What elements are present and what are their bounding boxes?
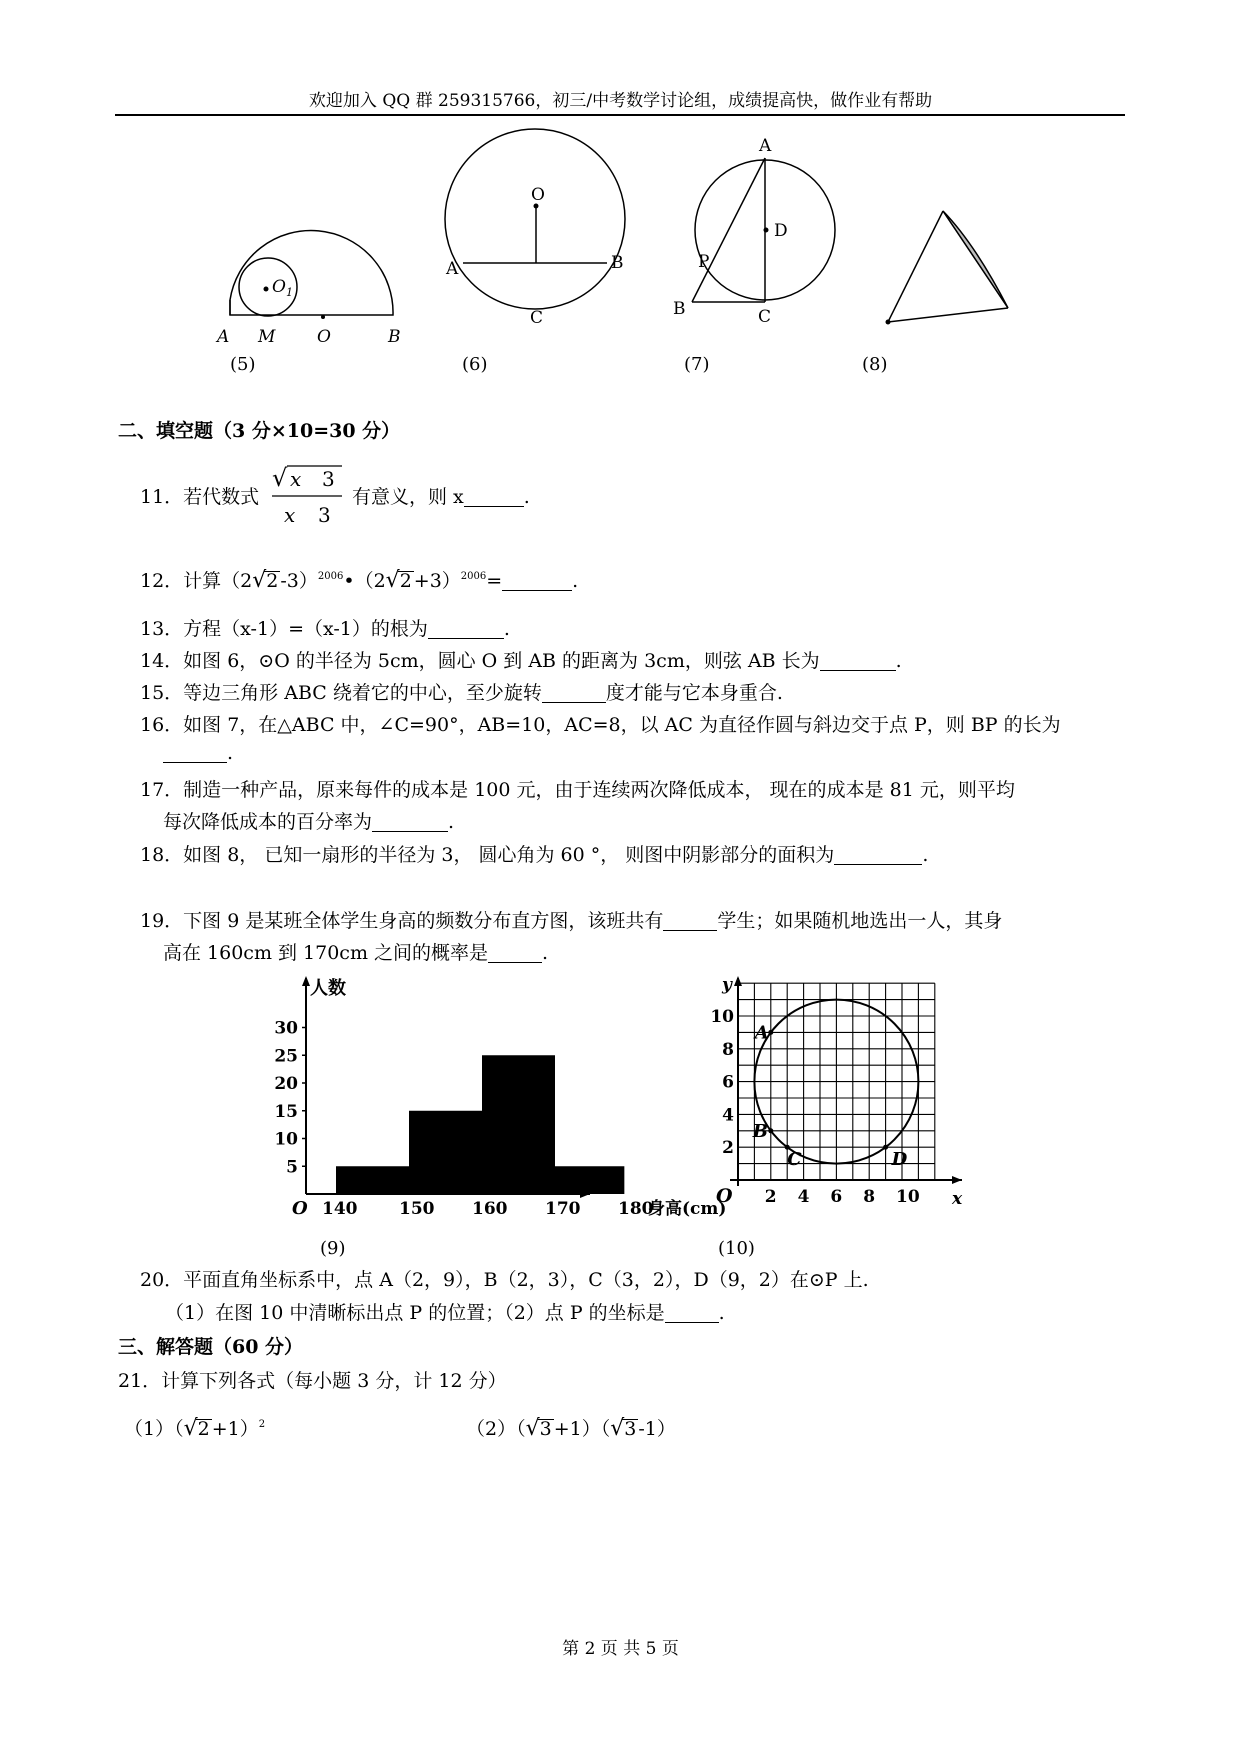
y-tick-label: 10 [274, 1129, 298, 1150]
svg-text:3: 3 [318, 503, 331, 527]
question-20: 20．平面直角坐标系中，点 A（2，9），B（2，3），C（3，2），D（9，2）在⊙P 上. [140, 1269, 869, 1291]
question-13: 13．方程（x-1）=（x-1）的根为 . [140, 618, 510, 640]
question-14: 14．如图 6，⊙O 的半径为 5cm，圆心 O 到 AB 的距离为 3cm，则弦 AB 长为 . [140, 650, 902, 672]
answer-blank[interactable] [820, 650, 896, 671]
question-11-suffix: 有意义，则 x . [352, 486, 530, 508]
label-b: B [673, 299, 686, 319]
question-19-cont: 高在 160cm 到 170cm 之间的概率是 . [163, 942, 549, 964]
answer-blank[interactable] [372, 811, 448, 832]
radius-1 [888, 211, 943, 322]
section-answer-title: 三、解答题（60 分） [118, 1336, 304, 1358]
answer-blank[interactable] [834, 844, 922, 865]
caption-10: (10) [718, 1238, 755, 1259]
caption-6: (6) [462, 354, 488, 375]
x-tick-label: 2 [764, 1187, 777, 1207]
point-b [768, 1128, 773, 1133]
figure-9-histogram [270, 972, 727, 1262]
radius-2 [888, 308, 1008, 322]
x-tick-label: 4 [797, 1187, 810, 1207]
question-21: 21．计算下列各式（每小题 3 分，计 12 分） [118, 1370, 507, 1392]
point-label: C [787, 1149, 802, 1171]
label-a: A [217, 327, 230, 347]
y-tick-label: 10 [710, 1007, 734, 1027]
x-tick-label: 150 [399, 1199, 435, 1219]
point-o1 [264, 287, 269, 292]
label-b: B [611, 253, 624, 273]
origin-label: O [716, 1185, 733, 1207]
figure-5 [200, 200, 440, 380]
svg-text:√: √ [272, 464, 288, 492]
y-tick-label: 30 [274, 1018, 298, 1039]
label-a: A [759, 136, 772, 156]
answer-blank[interactable] [542, 682, 606, 703]
label-b: B [388, 327, 401, 347]
y-tick-label: 2 [722, 1138, 734, 1159]
caption-8: (8) [862, 354, 888, 375]
question-11: 11．若代数式 [140, 486, 260, 508]
x-tick-label: 180 [618, 1199, 654, 1219]
q11-fraction [270, 458, 350, 530]
question-20-cont: （1）在图 10 中清晰标出点 P 的位置；（2）点 P 的坐标是 . [165, 1302, 725, 1324]
answer-blank[interactable] [428, 618, 504, 639]
point-a [768, 1030, 773, 1035]
question-16: 16．如图 7，在△ABC 中，∠C=90°，AB=10，AC=8，以 AC 为直径作圆与斜边交于点 P，则 BP 的长为 [140, 714, 1061, 736]
question-17-cont: 每次降低成本的百分率为 . [163, 811, 455, 833]
page-header: 欢迎加入 QQ 群 259315766，初三/中考数学讨论组，成绩提高快，做作业有帮助 [308, 91, 933, 111]
x-tick-label: 160 [472, 1199, 508, 1219]
svg-text:3: 3 [322, 467, 335, 491]
caption-5: (5) [230, 354, 256, 375]
histogram-bar [336, 1166, 409, 1194]
y-axis-label: 人数 [310, 978, 346, 999]
question-15: 15．等边三角形 ABC 绕着它的中心，至少旋转 度才能与它本身重合. [140, 682, 783, 704]
side-ab [692, 158, 765, 302]
histogram-bar [555, 1166, 624, 1194]
x-tick-label: 8 [863, 1187, 876, 1207]
semicircle [230, 231, 393, 315]
figure-10-grid [712, 972, 972, 1262]
origin-label: O [292, 1198, 308, 1219]
question-17: 17．制造一种产品，原来每件的成本是 100 元，由于连续两次降低成本， 现在的成本是 81 元，则平均 [140, 779, 1015, 801]
y-axis-label: y [722, 975, 732, 995]
label-d: D [774, 221, 788, 241]
y-tick-label: 4 [722, 1105, 734, 1126]
question-12: 12．计算（2√2 -3）$^{2006}$•（2√2 +3）$^{2006}$= . [140, 568, 579, 593]
y-tick-label: 8 [722, 1039, 734, 1060]
y-tick-label: 5 [286, 1157, 298, 1178]
y-tick-label: 6 [722, 1072, 734, 1093]
label-a: A [446, 259, 459, 279]
answer-blank[interactable] [464, 486, 524, 507]
label-c: C [530, 308, 544, 328]
point-label: A [754, 1022, 769, 1044]
x-axis-label: 身高(cm) [648, 1199, 727, 1219]
histogram-bar [409, 1111, 482, 1194]
section-fill-in-title: 二、填空题（3 分×10=30 分） [118, 420, 401, 442]
label-p: P [698, 252, 710, 272]
figure-8 [850, 200, 1030, 380]
y-tick-label: 20 [274, 1074, 298, 1094]
question-19: 19．下图 9 是某班全体学生身高的频数分布直方图，该班共有 学生；如果随机地选出一人，其身 [140, 910, 1003, 932]
point-label: B [752, 1120, 769, 1142]
caption-7: (7) [684, 354, 710, 375]
point-o [321, 315, 325, 319]
y-tick-label: 15 [274, 1101, 298, 1122]
y-tick-label: 25 [274, 1046, 298, 1067]
question-18: 18．如图 8， 已知一扇形的半径为 3， 圆心角为 60 °， 则图中阴影部分的面积为 . [140, 844, 929, 866]
label-o1: $O_1$ [272, 277, 293, 299]
label-o: O [531, 185, 545, 205]
label-o: O [317, 327, 331, 347]
circle-o [445, 129, 625, 309]
answer-blank[interactable] [665, 1302, 719, 1323]
histogram-bar [482, 1055, 555, 1194]
x-tick-label: 10 [896, 1187, 920, 1207]
x-tick-label: 140 [322, 1199, 358, 1219]
svg-text:x: x [290, 467, 302, 491]
question-21-part-1: $(1)(√2 +1)^2$ [124, 1416, 266, 1441]
point-label: D [891, 1149, 908, 1171]
figure-7 [660, 130, 820, 380]
figure-6 [430, 118, 650, 380]
header-divider [115, 114, 1125, 116]
point-d [883, 1145, 888, 1150]
caption-9: (9) [320, 1238, 346, 1259]
x-axis-label: x [952, 1189, 963, 1209]
question-21-part-2: （2）（√3 +1）（√3 -1） [466, 1416, 676, 1441]
answer-blank[interactable] [502, 570, 572, 591]
answer-blank[interactable] [663, 910, 717, 931]
x-tick-label: 6 [830, 1187, 843, 1207]
page-footer: 第 2 页 共 5 页 [562, 1639, 679, 1659]
x-tick-label: 170 [545, 1199, 581, 1219]
label-c: C [758, 307, 772, 327]
question-16-cont: . [163, 742, 233, 764]
answer-blank[interactable] [488, 942, 542, 963]
svg-text:x: x [284, 503, 296, 527]
label-m: M [258, 327, 276, 347]
answer-blank[interactable] [163, 742, 227, 763]
